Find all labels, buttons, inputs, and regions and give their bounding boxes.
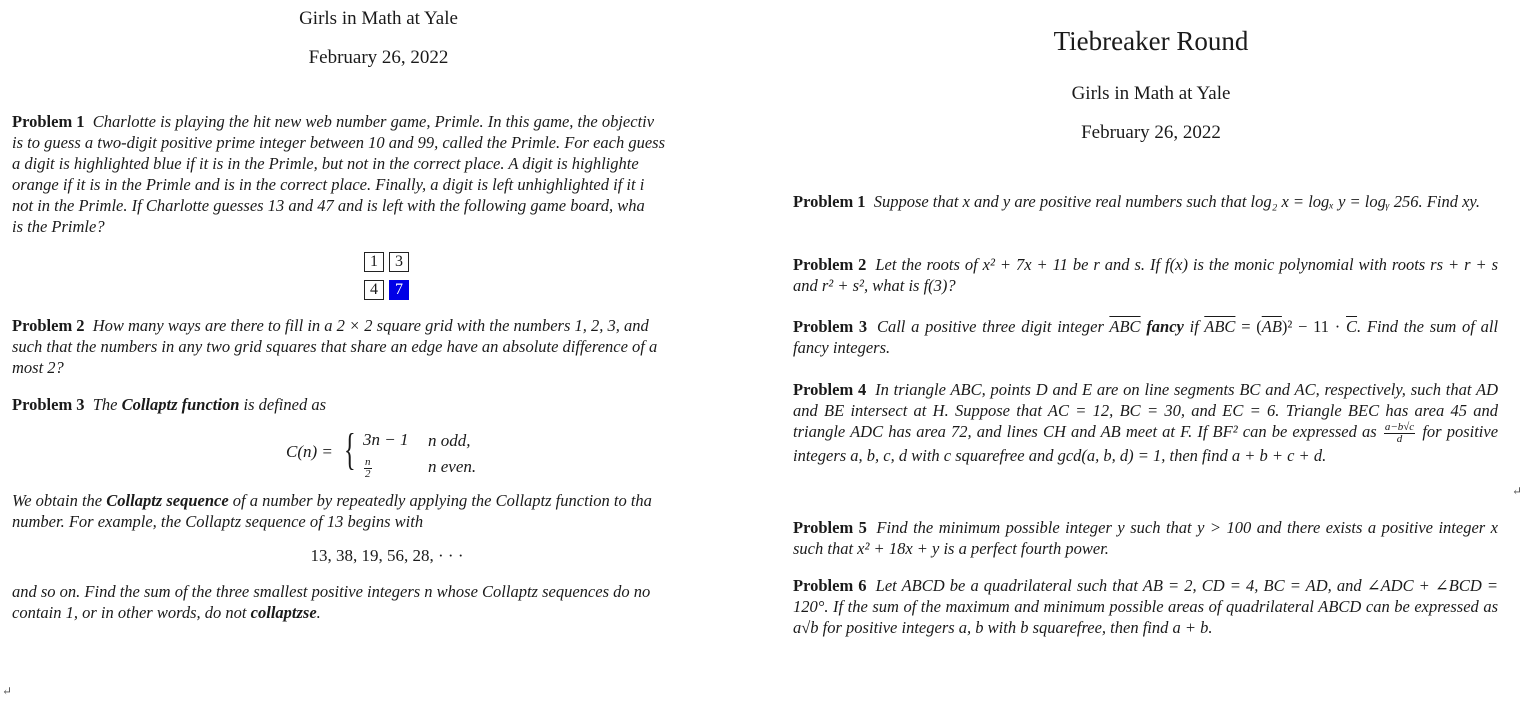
board-cell: 1 (364, 252, 384, 272)
problem-label: Problem 2 (12, 316, 85, 335)
return-mark-icon: ↵ (1512, 484, 1522, 498)
problem-label: Problem 3 (12, 395, 85, 414)
problem-text: Let ABCD be a quadrilateral such that AB = 2, CD = 4, BC = AD, and ∠ADC + ∠BCD = 120°. If the sum of the maximum and minimum possible areas of quadrilateral ABCD can be expressed as a√b for positive integers a, b with b squarefree, then find a + b. (793, 576, 1499, 637)
problem-text: Suppose that x and y are positive real numbers such that log₂ x = logₓ y = logᵧ 256. Find xy. (873, 192, 1480, 211)
right-date: February 26, 2022 (1081, 122, 1221, 143)
case-2-condition: n even. (428, 457, 477, 476)
problem-label: Problem 2 (793, 255, 867, 274)
right-problem-3: Problem 3 Call a positive three digit integer $\overline{ABC}$ fancy if $\overline{ABC} = (\overline{AB})^2 - 11 \cdot \overline{C}$. Find the sum of all fancy integers. (793, 317, 1499, 357)
case-1-expression: 3n − 1 (363, 430, 409, 449)
left-org-title: Girls in Math at Yale (299, 8, 458, 29)
problem-text-line: is the Primle? (12, 217, 105, 236)
case-2-expression: $\frac{n}{2}$ (365, 456, 371, 480)
overline-c: $\overline{C}$ (1346, 317, 1358, 336)
case-1-condition: n odd, (428, 431, 471, 450)
right-problem-5 (793, 517, 1498, 559)
board-cell-highlighted: 7 (389, 280, 409, 300)
problem-text-line: such that the numbers in any two grid squares that share an edge have an absolute difference of a (12, 337, 658, 356)
overline-abc: $\overline{ABC}$ (1204, 317, 1236, 336)
return-mark-icon: ↵ (2, 684, 13, 698)
problem-label: Problem 6 (793, 576, 867, 595)
collaptz-sequence-example: 13, 38, 19, 56, 28, · · · (310, 546, 464, 565)
right-org-title: Girls in Math at Yale (1071, 83, 1231, 104)
right-problem-4: Problem 4 In triangle ABC, points D and E are on line segments BC and AC, respectively, such that AD and BE intersect at H. Suppose that AC = 12, BC = 30, and EC = 6. Triangle BEC has area 45 and triangle ADC has area 72, and lines CH and AB meet at F. If BF² can be expressed as $\frac{a-b√c}{d}$ for positive integers a, b, c, d with c squarefree and gcd(a, b, d) = 1, then find a + b + c + d. (793, 380, 1499, 465)
problem-text: Find the minimum possible integer y such that y > 100 and there exists a positive integer x such that x² + 18x + y is a perfect fourth power. (793, 518, 1499, 558)
problem-text-line: not in the Primle. If Charlotte guesses 13 and 47 and is left with the following game board, wha (12, 196, 645, 215)
problem-label: Problem 1 (12, 112, 85, 131)
right-problem-2 (793, 254, 1498, 296)
term-collaptz-function: Collaptz function (121, 395, 240, 414)
fraction-numerator: a−b√c (1384, 420, 1415, 433)
problem-text-line: Charlotte is playing the hit new web number game, Primle. In this game, the objectiv (92, 112, 655, 131)
left-date: February 26, 2022 (308, 47, 449, 68)
round-title: Tiebreaker Round (1053, 26, 1249, 56)
brace-symbol: { (344, 425, 356, 474)
left-problem-3-body: We obtain the Collaptz sequence of a number by repeatedly applying the Collaptz function to tha number. For example, the Collaptz sequence of 13 begins with (12, 490, 757, 532)
left-problem-2 (12, 315, 757, 378)
right-problem-6 (793, 575, 1498, 638)
function-lhs: C(n) = (286, 442, 333, 461)
left-problem-3-conclusion: and so on. Find the sum of the three smallest positive integers n whose Collaptz sequences do no contain 1, or in other words, do not collaptzse. (12, 581, 757, 623)
board-cell: 3 (389, 252, 409, 272)
problem-text-line: a digit is highlighted blue if it is in the Primle, but not in the correct place. A digit is highlighte (12, 154, 639, 173)
term-collaptzse: collaptzse (250, 603, 317, 622)
problem-label: Problem 5 (793, 518, 867, 537)
board-cell: 4 (364, 280, 384, 300)
problem-text-line: How many ways are there to fill in a 2 × 2 square grid with the numbers 1, 2, 3, and (92, 316, 649, 335)
right-page (780, 0, 1522, 707)
problem-label: Problem 3 (793, 317, 868, 336)
term-fancy: fancy (1146, 317, 1184, 336)
problem-text: Let the roots of x² + 7x + 11 be r and s. If f(x) is the monic polynomial with roots rs + r + s and r² + s², what is f(3)? (793, 255, 1499, 295)
problem-text-line: and so on. Find the sum of the three smallest positive integers n whose Collaptz sequences do no (12, 582, 651, 601)
right-problem-1 (793, 191, 1498, 212)
left-problem-3-intro: Problem 3 The Collaptz function is defined as (12, 395, 327, 414)
problem-text-line: most 2? (12, 358, 64, 377)
left-problem-1 (12, 111, 757, 237)
overline-ab: $\overline{AB}$ (1261, 317, 1282, 336)
problem-text-line: is to guess a two-digit positive prime integer between 10 and 99, called the Primle. For each guess (12, 133, 666, 152)
problem-label: Problem 4 (793, 380, 867, 399)
fraction-denominator: d (1396, 432, 1403, 445)
problem-text-line: orange if it is in the Primle and is in the correct place. Finally, a digit is left unhighlighted if it i (12, 175, 645, 194)
term-collaptz-sequence: Collaptz sequence (106, 491, 229, 510)
problem-text-line: number. For example, the Collaptz sequence of 13 begins with (12, 512, 424, 531)
left-page (0, 0, 757, 707)
overline-abc: $\overline{ABC}$ (1109, 317, 1141, 336)
problem-label: Problem 1 (793, 192, 866, 211)
